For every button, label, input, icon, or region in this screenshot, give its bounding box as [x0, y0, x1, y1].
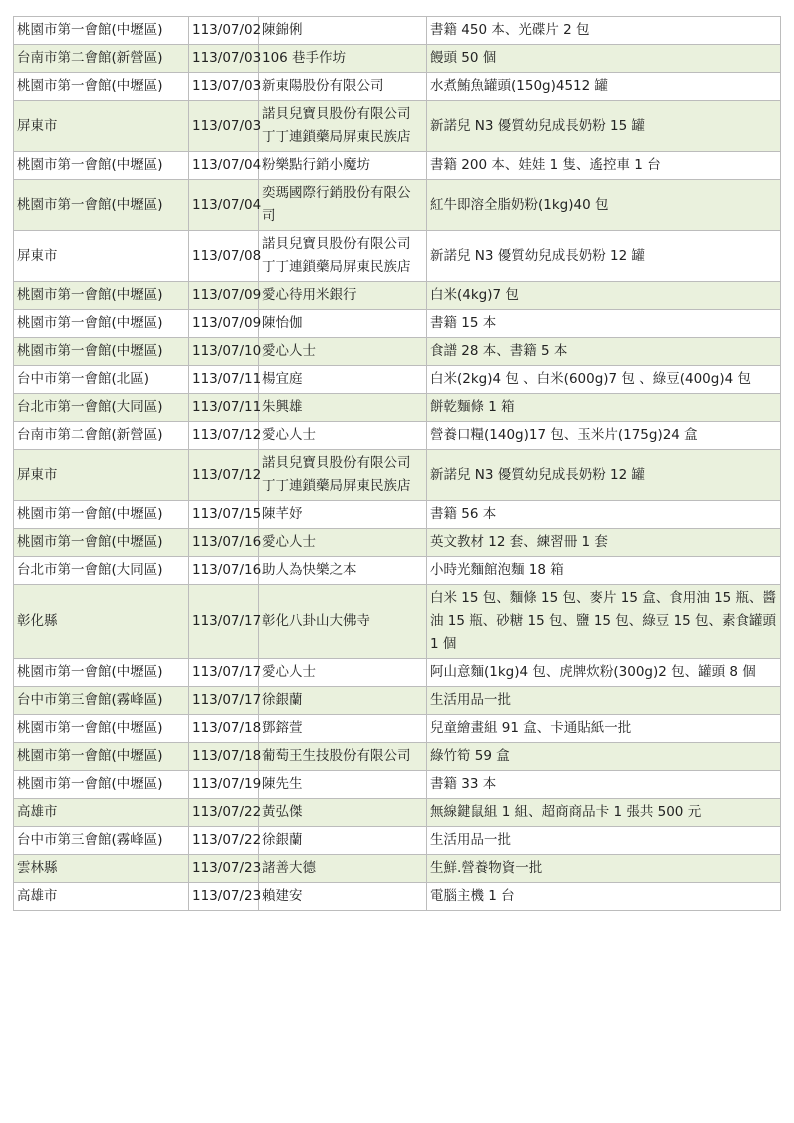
table-row — [14, 799, 781, 827]
items-cell: 小時光麵館泡麵 18 箱 — [427, 557, 781, 585]
date-cell: 113/07/03 — [189, 45, 259, 73]
donor-cell: 諸善大德 — [259, 855, 427, 883]
table-row — [14, 743, 781, 771]
donation-table — [13, 16, 781, 911]
donor-cell: 黃弘傑 — [259, 799, 427, 827]
table-row — [14, 101, 781, 152]
branch-cell: 屏東市 — [14, 231, 189, 282]
date-cell: 113/07/11 — [189, 366, 259, 394]
branch-cell: 桃園市第一會館(中壢區) — [14, 310, 189, 338]
branch-cell: 桃園市第一會館(中壢區) — [14, 180, 189, 231]
items-cell: 餅乾麵條 1 箱 — [427, 394, 781, 422]
donor-cell: 助人為快樂之本 — [259, 557, 427, 585]
branch-cell: 屏東市 — [14, 450, 189, 501]
items-cell: 書籍 33 本 — [427, 771, 781, 799]
donor-cell: 愛心待用米銀行 — [259, 282, 427, 310]
date-cell: 113/07/23 — [189, 883, 259, 911]
donor-cell: 愛心人士 — [259, 529, 427, 557]
table-row — [14, 855, 781, 883]
branch-cell: 桃園市第一會館(中壢區) — [14, 743, 189, 771]
table-row — [14, 557, 781, 585]
donor-cell: 朱興雄 — [259, 394, 427, 422]
branch-cell: 雲林縣 — [14, 855, 189, 883]
branch-cell: 屏東市 — [14, 101, 189, 152]
items-cell: 書籍 200 本、娃娃 1 隻、遙控車 1 台 — [427, 152, 781, 180]
date-cell: 113/07/16 — [189, 557, 259, 585]
items-cell: 新諾兒 N3 優質幼兒成長奶粉 15 罐 — [427, 101, 781, 152]
table-row — [14, 366, 781, 394]
table-row — [14, 17, 781, 45]
donor-cell: 陳錦俐 — [259, 17, 427, 45]
donor-cell: 彰化八卦山大佛寺 — [259, 585, 427, 659]
items-cell: 白米(2kg)4 包 、白米(600g)7 包 、綠豆(400g)4 包 — [427, 366, 781, 394]
items-cell: 白米(4kg)7 包 — [427, 282, 781, 310]
date-cell: 113/07/03 — [189, 101, 259, 152]
donor-cell: 陳芊妤 — [259, 501, 427, 529]
table-row — [14, 585, 781, 659]
date-cell: 113/07/23 — [189, 855, 259, 883]
table-row — [14, 394, 781, 422]
donor-cell: 新東陽股份有限公司 — [259, 73, 427, 101]
table-row — [14, 152, 781, 180]
branch-cell: 桃園市第一會館(中壢區) — [14, 771, 189, 799]
items-cell: 新諾兒 N3 優質幼兒成長奶粉 12 罐 — [427, 231, 781, 282]
items-cell: 無線鍵鼠組 1 組、超商商品卡 1 張共 500 元 — [427, 799, 781, 827]
table-row — [14, 771, 781, 799]
items-cell: 阿山意麵(1kg)4 包、虎牌炊粉(300g)2 包、罐頭 8 個 — [427, 659, 781, 687]
branch-cell: 台南市第二會館(新營區) — [14, 422, 189, 450]
table-row — [14, 338, 781, 366]
donor-cell: 賴建安 — [259, 883, 427, 911]
items-cell: 生鮮.營養物資一批 — [427, 855, 781, 883]
branch-cell: 桃園市第一會館(中壢區) — [14, 338, 189, 366]
table-row — [14, 45, 781, 73]
items-cell: 綠竹筍 59 盒 — [427, 743, 781, 771]
items-cell: 書籍 56 本 — [427, 501, 781, 529]
items-cell: 新諾兒 N3 優質幼兒成長奶粉 12 罐 — [427, 450, 781, 501]
date-cell: 113/07/15 — [189, 501, 259, 529]
donor-cell: 陳先生 — [259, 771, 427, 799]
donor-cell: 葡萄王生技股份有限公司 — [259, 743, 427, 771]
branch-cell: 桃園市第一會館(中壢區) — [14, 73, 189, 101]
donor-cell: 徐銀蘭 — [259, 687, 427, 715]
donor-cell: 鄧鎔萱 — [259, 715, 427, 743]
date-cell: 113/07/10 — [189, 338, 259, 366]
items-cell: 饅頭 50 個 — [427, 45, 781, 73]
donor-cell: 愛心人士 — [259, 422, 427, 450]
donation-table-body — [14, 17, 781, 911]
items-cell: 水煮鮪魚罐頭(150g)4512 罐 — [427, 73, 781, 101]
items-cell: 食譜 28 本、書籍 5 本 — [427, 338, 781, 366]
table-row — [14, 659, 781, 687]
date-cell: 113/07/02 — [189, 17, 259, 45]
table-row — [14, 231, 781, 282]
branch-cell: 高雄市 — [14, 883, 189, 911]
branch-cell: 台中市第三會館(霧峰區) — [14, 827, 189, 855]
table-row — [14, 73, 781, 101]
branch-cell: 桃園市第一會館(中壢區) — [14, 152, 189, 180]
date-cell: 113/07/18 — [189, 715, 259, 743]
items-cell: 紅牛即溶全脂奶粉(1kg)40 包 — [427, 180, 781, 231]
items-cell: 英文教材 12 套、練習冊 1 套 — [427, 529, 781, 557]
table-row — [14, 180, 781, 231]
date-cell: 113/07/22 — [189, 827, 259, 855]
donor-cell: 諾貝兒寶貝股份有限公司丁丁連鎖藥局屏東民族店 — [259, 231, 427, 282]
table-row — [14, 282, 781, 310]
donor-cell: 諾貝兒寶貝股份有限公司丁丁連鎖藥局屏東民族店 — [259, 101, 427, 152]
branch-cell: 台北市第一會館(大同區) — [14, 557, 189, 585]
donor-cell: 楊宜庭 — [259, 366, 427, 394]
date-cell: 113/07/16 — [189, 529, 259, 557]
items-cell: 生活用品一批 — [427, 687, 781, 715]
items-cell: 書籍 15 本 — [427, 310, 781, 338]
date-cell: 113/07/04 — [189, 180, 259, 231]
donor-cell: 106 巷手作坊 — [259, 45, 427, 73]
branch-cell: 桃園市第一會館(中壢區) — [14, 17, 189, 45]
table-row — [14, 450, 781, 501]
date-cell: 113/07/17 — [189, 687, 259, 715]
branch-cell: 台中市第一會館(北區) — [14, 366, 189, 394]
table-row — [14, 715, 781, 743]
date-cell: 113/07/17 — [189, 659, 259, 687]
items-cell: 兒童繪畫組 91 盒、卡通貼紙一批 — [427, 715, 781, 743]
date-cell: 113/07/19 — [189, 771, 259, 799]
items-cell: 書籍 450 本、光碟片 2 包 — [427, 17, 781, 45]
items-cell: 營養口糧(140g)17 包、玉米片(175g)24 盒 — [427, 422, 781, 450]
table-row — [14, 529, 781, 557]
donor-cell: 愛心人士 — [259, 338, 427, 366]
branch-cell: 台北市第一會館(大同區) — [14, 394, 189, 422]
donor-cell: 徐銀蘭 — [259, 827, 427, 855]
table-row — [14, 422, 781, 450]
branch-cell: 桃園市第一會館(中壢區) — [14, 715, 189, 743]
items-cell: 電腦主機 1 台 — [427, 883, 781, 911]
branch-cell: 高雄市 — [14, 799, 189, 827]
table-row — [14, 827, 781, 855]
branch-cell: 彰化縣 — [14, 585, 189, 659]
items-cell: 白米 15 包、麵條 15 包、麥片 15 盒、食用油 15 瓶、醬油 15 瓶、砂糖 15 包、鹽 15 包、綠豆 15 包、素食罐頭 1 個 — [427, 585, 781, 659]
date-cell: 113/07/12 — [189, 450, 259, 501]
donor-cell: 諾貝兒寶貝股份有限公司丁丁連鎖藥局屏東民族店 — [259, 450, 427, 501]
donor-cell: 愛心人士 — [259, 659, 427, 687]
date-cell: 113/07/08 — [189, 231, 259, 282]
branch-cell: 桃園市第一會館(中壢區) — [14, 282, 189, 310]
donor-cell: 粉樂點行銷小魔坊 — [259, 152, 427, 180]
donor-cell: 奕瑪國際行銷股份有限公司 — [259, 180, 427, 231]
date-cell: 113/07/17 — [189, 585, 259, 659]
branch-cell: 台南市第二會館(新營區) — [14, 45, 189, 73]
date-cell: 113/07/09 — [189, 310, 259, 338]
table-row — [14, 310, 781, 338]
table-row — [14, 501, 781, 529]
items-cell: 生活用品一批 — [427, 827, 781, 855]
date-cell: 113/07/03 — [189, 73, 259, 101]
date-cell: 113/07/18 — [189, 743, 259, 771]
table-row — [14, 883, 781, 911]
date-cell: 113/07/12 — [189, 422, 259, 450]
date-cell: 113/07/11 — [189, 394, 259, 422]
branch-cell: 桃園市第一會館(中壢區) — [14, 659, 189, 687]
branch-cell: 台中市第三會館(霧峰區) — [14, 687, 189, 715]
branch-cell: 桃園市第一會館(中壢區) — [14, 529, 189, 557]
date-cell: 113/07/09 — [189, 282, 259, 310]
table-row — [14, 687, 781, 715]
donor-cell: 陳怡伽 — [259, 310, 427, 338]
branch-cell: 桃園市第一會館(中壢區) — [14, 501, 189, 529]
date-cell: 113/07/22 — [189, 799, 259, 827]
date-cell: 113/07/04 — [189, 152, 259, 180]
